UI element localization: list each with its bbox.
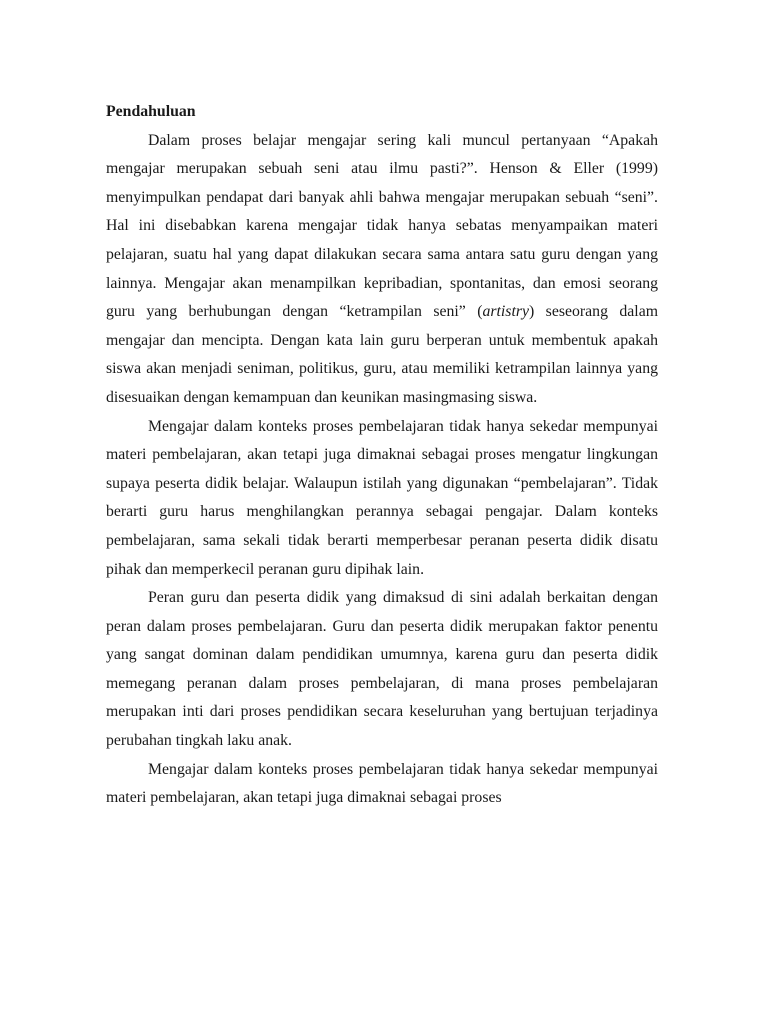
paragraph-2: Mengajar dalam konteks proses pembelajaran tidak hanya sekedar mempunyai materi pembelajaran, akan tetapi juga dimaknai sebagai proses mengatur lingkungan supaya peserta didik belajar. Walaupun istilah yang digunakan “pembelajaran”. Tidak berarti guru harus menghilangkan perannya sebagai pengajar. Dalam konteks pembelajaran, sama sekali tidak berarti memperbesar peranan peserta didik disatu pihak dan memperkecil peranan guru dipihak lain. — [106, 417, 658, 578]
paragraph-1-italic-term: artistry — [482, 303, 529, 321]
document-page — [106, 98, 658, 813]
paragraph-4: Mengajar dalam konteks proses pembelajaran tidak hanya sekedar mempunyai materi pembelajaran, akan tetapi juga dimaknai sebagai proses — [106, 760, 658, 807]
paragraph-1-text-start: Dalam proses belajar mengajar sering kali muncul pertanyaan “Apakah mengajar merupakan sebuah seni atau ilmu pasti?”. Henson & Eller (1999) menyimpulkan pendapat dari banyak ahli bahwa mengajar merupakan sebuah “seni”. Hal ini disebabkan karena mengajar tidak hanya sebatas menyampaikan materi pelajaran, suatu hal yang dapat dilakukan secara sama antara satu guru dengan yang lainnya. Mengajar akan menampilkan kepribadian, spontanitas, dan emosi seorang guru yang berhubungan dengan “ketrampilan seni” ( — [106, 131, 658, 321]
paragraph-1-text-end: ) seseorang dalam mengajar dan mencipta. Dengan kata lain guru berperan untuk membentuk apakah siswa akan menjadi seniman, politikus, guru, atau memiliki ketrampilan lainnya yang disesuaikan dengan kemampuan dan keunikan masingmasing siswa. — [106, 303, 658, 406]
section-heading: Pendahuluan — [106, 103, 196, 120]
paragraph-1 — [106, 127, 658, 413]
paragraph-3: Peran guru dan peserta didik yang dimaksud di sini adalah berkaitan dengan peran dalam proses pembelajaran. Guru dan peserta didik merupakan faktor penentu yang sangat dominan dalam pendidikan umumnya, karena guru dan peserta didik memegang peranan dalam proses pembelajaran, di mana proses pembelajaran merupakan inti dari proses pendidikan secara keseluruhan yang bertujuan terjadinya perubahan tingkah laku anak. — [106, 589, 658, 750]
